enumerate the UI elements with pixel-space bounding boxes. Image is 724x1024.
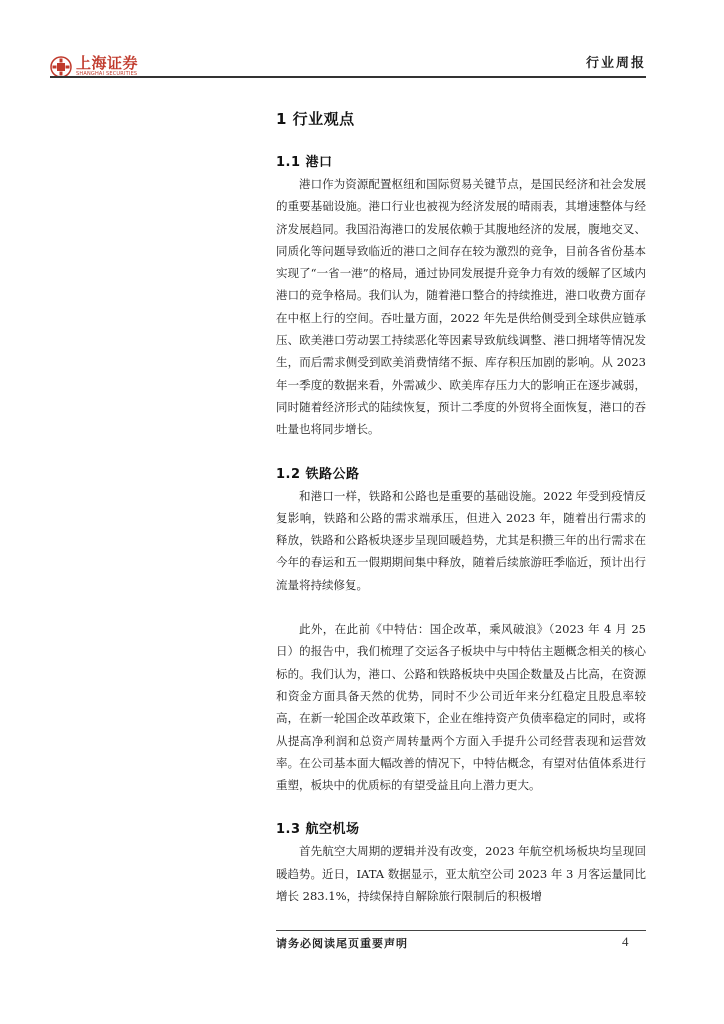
page-header	[0, 0, 724, 82]
logo-english-name: SHANGHAI SECURITIES	[76, 71, 138, 77]
report-type-label: 行业周报	[585, 56, 646, 71]
paragraph: 和港口一样，铁路和公路也是重要的基础设施。2022 年受到疫情反复影响，铁路和公路的需求端承压，但进入 2023 年，随着出行需求的释放，铁路和公路板块逐步呈现回暖趋势，尤其是积攒三年的出行需求在今年的春运和五一假期期间集中释放，随着后续旅游旺季临近，预计出行流量将持续修复。	[276, 488, 646, 592]
paragraph: 此外，在此前《中特估：国企改革，乘风破浪》（2023 年 4 月 25 日）的报告中，我们梳理了交运各子板块中与中特估主题概念相关的核心标的。我们认为，港口、公路和铁路板块中央国企数量及占比高，在资源和资金方面具备天然的优势，同时不少公司近年来分红稳定且股息率较高，在新一轮国企改革政策下，企业在维持资产负债率稳定的同时，或将从提高净利润和总资产周转量两个方面入手提升公司经营表现和运营效率。在公司基本面大幅改善的情况下，中特估概念，有望对估值体系进行重塑，板块中的优质标的有望受益且向上潜力更大。	[276, 622, 646, 793]
paragraph: 港口作为资源配置枢纽和国际贸易关键节点，是国民经济和社会发展的重要基础设施。港口行业也被视为经济发展的晴雨表，其增速整体与经济发展趋同。我国沿海港口的发展依赖于其腹地经济的发展，腹地交叉、同质化等问题导致临近的港口之间存在较为激烈的竞争，目前各省份基本实现了“一省一港”的格局，通过协同发展提升竞争力有效的缓解了区域内港口的竞争格局。我们认为，随着港口整合的持续推进，港口收费方面存在中枢上行的空间。吞吐量方面，2022 年先是供给侧受到全球供应链承压、欧美港口劳动罢工持续恶化等因素导致航线调整、港口拥堵等情况发生，而后需求侧受到欧美消费情绪不振、库存积压加剧的影响。从 2023 年一季度的数据来看，外需减少、欧美库存压力大的影响正在逐步减弱，同时随着经济形式的陆续恢复，预计二季度的外贸将全面恢复，港口的吞吐量也将同步增长。	[276, 177, 646, 437]
subsection-title: 1.1 港口	[276, 155, 333, 170]
section-title: 1 行业观点	[276, 110, 355, 128]
subsection-port	[276, 151, 646, 441]
subsection-title: 1.3 航空机场	[276, 822, 360, 838]
main-content	[276, 100, 646, 907]
subsection-title: 1.2 铁路公路	[276, 466, 360, 482]
company-logo	[50, 56, 138, 78]
header-divider	[50, 76, 646, 78]
page-number: 4	[622, 934, 629, 949]
footer-divider	[276, 930, 646, 931]
disclaimer-note: 请务必阅读尾页重要声明	[276, 937, 408, 950]
subsection-rail-road	[276, 463, 646, 797]
logo-chinese-name: 上海证券	[76, 54, 139, 72]
company-logo-icon	[50, 56, 72, 78]
subsection-aviation-airport	[276, 818, 646, 907]
paragraph: 首先航空大周期的逻辑并没有改变，2023 年航空机场板块均呈现回暖趋势。近日，IATA 数据显示，亚太航空公司 2023 年 3 月客运量同比增长 283.1%，持续保持自解除旅行限制后的积极增	[276, 844, 646, 904]
